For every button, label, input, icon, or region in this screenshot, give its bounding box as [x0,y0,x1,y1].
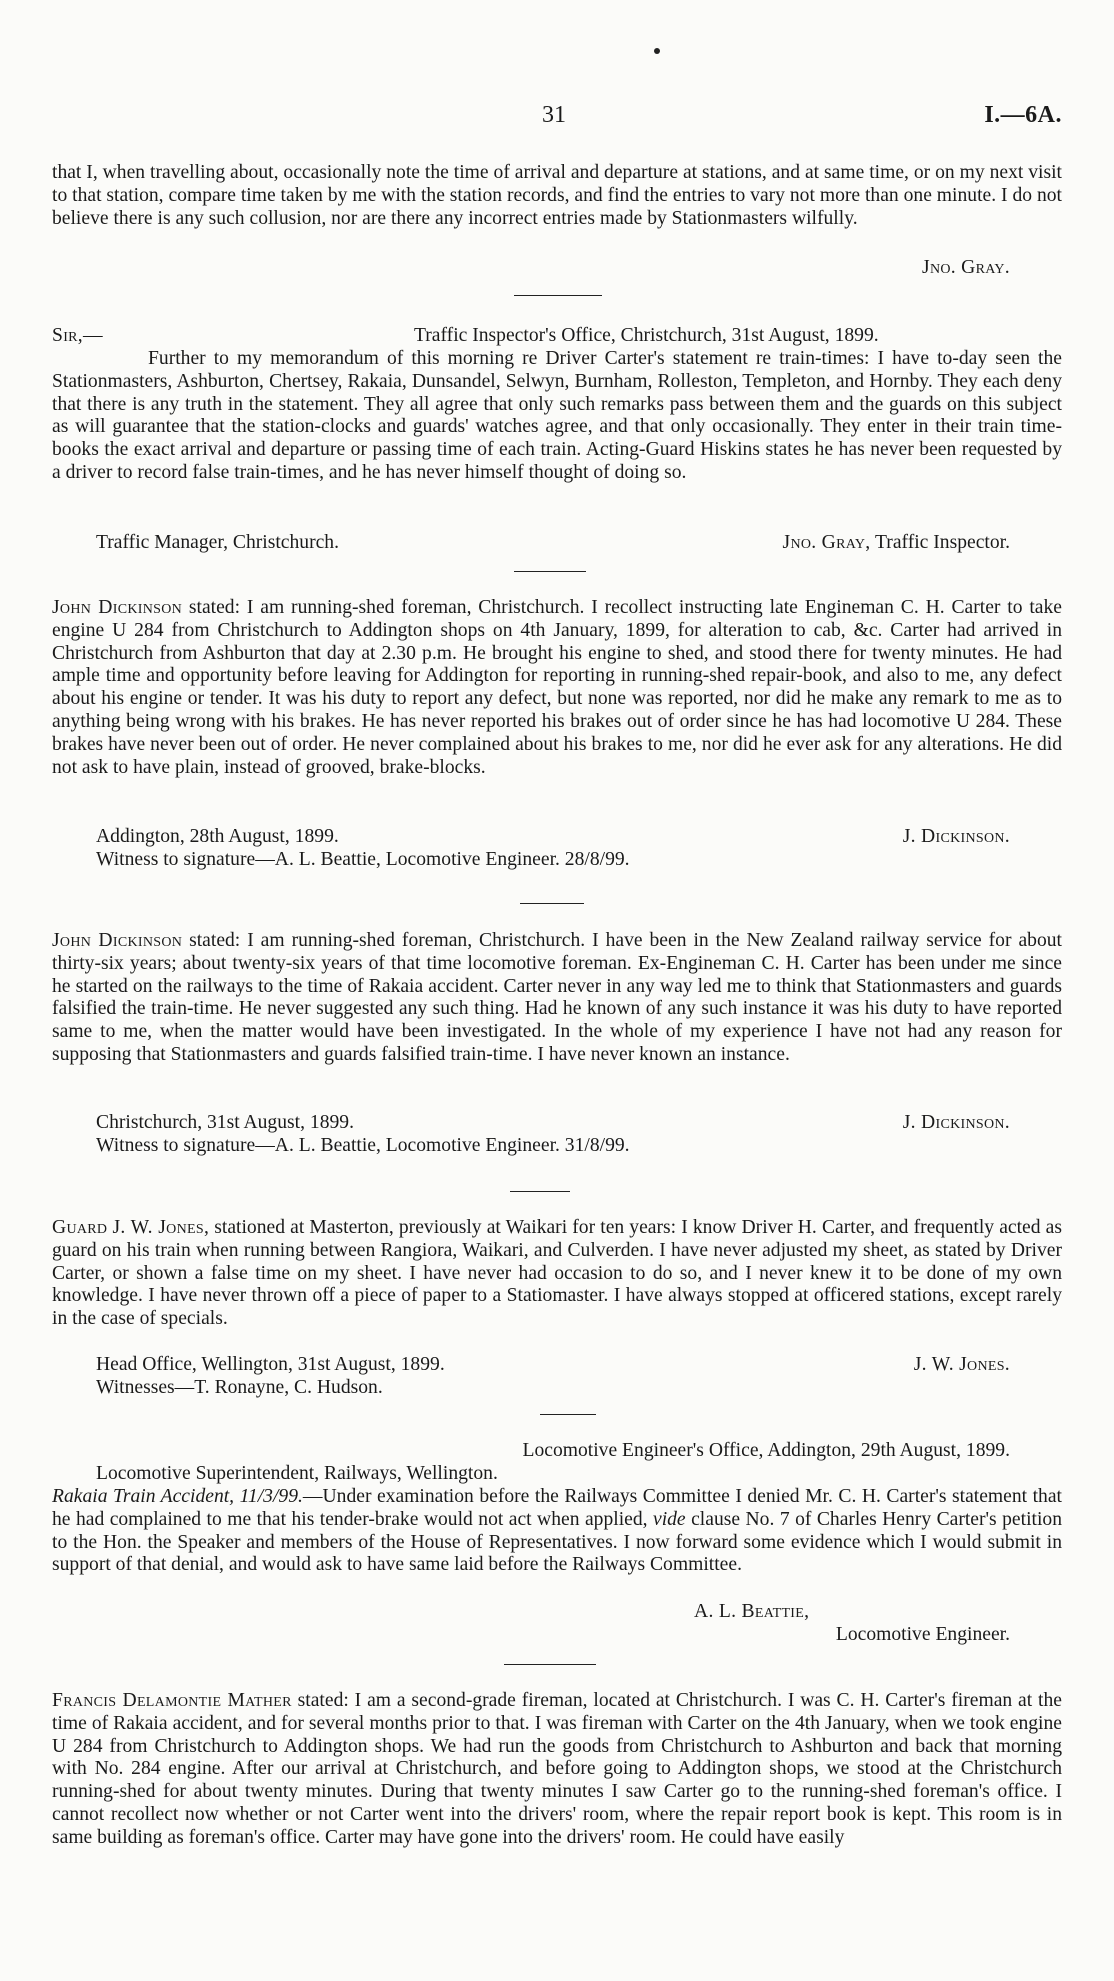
dateline-locomotive-engineer: Locomotive Engineer's Office, Addington, 29th August, 1899. [522,1440,1010,1461]
addressee-locomotive-superintendent: Locomotive Superintendent, Railways, Wellington. [96,1463,498,1484]
section-divider [510,1191,570,1192]
section-divider [540,1414,596,1415]
section-divider [520,903,584,904]
signature-dickinson-1: J. Dickinson. [902,826,1010,847]
salutation: Sir,— [52,325,103,346]
signature-beattie-title: Locomotive Engineer. [835,1624,1010,1645]
place-date-5: Head Office, Wellington, 31st August, 1899. [96,1354,445,1375]
signature-gray-2: Jno. Gray, Traffic Inspector. [782,532,1010,553]
signature-jones: J. W. Jones. [913,1354,1010,1375]
paragraph-1: that I, when travelling about, occasionally note the time of arrival and departure at stations, and at same time, or on my next visit to that station, compare time taken by me with the station records, and find the entries to vary not more than one minute. I do not believe there is any such collusion, nor are there any incorrect entries made by Stationmasters wilfully. [52,162,1062,229]
signature-dickinson-2: J. Dickinson. [902,1112,1010,1133]
subject-line: Rakaia Train Accident, 11/3/99. [52,1486,303,1507]
place-date-4: Christchurch, 31st August, 1899. [96,1112,354,1133]
dateline-traffic-inspector: Traffic Inspector's Office, Christchurch, 31st August, 1899. [414,325,879,346]
section-divider [514,571,586,572]
section-divider [504,1664,596,1665]
witness-3: Witness to signature—A. L. Beattie, Locomotive Engineer. 28/8/99. [96,849,630,870]
ink-dot [654,48,660,54]
signature-gray-1: Jno. Gray. [922,257,1010,278]
page-header [52,104,1062,132]
addressee-traffic-manager: Traffic Manager, Christchurch. [96,532,339,553]
paragraph-7: Francis Delamontie Mather stated: I am a second-grade fireman, located at Christchurch. I was C. H. Carter's fireman at the time of Rakaia accident, and for several months prior to that. I was fireman with Carter on the 4th January, when we took engine U 284 from Christchurch to Addington shops. We had run the goods from Christchurch to Ashburton and back that morning with No. 284 engine. After our arrival at Christchurch, and before going to Addington shops, we stood at the Christchurch running-shed for about twenty minutes. During that twenty minutes I saw Carter go to the running-shed foreman's office. I cannot recollect now whether or not Carter went into the drivers' room, where the repair report book is kept. This room is in same building as foreman's office. Carter may have gone into the drivers' room. He could have easily [52,1690,1062,1848]
paragraph-6: Rakaia Train Accident, 11/3/99.—Under examination before the Railways Committee I denied Mr. C. H. Carter's statement that he had complained to me that his tender-brake would not act when applied, vide clause No. 7 of Charles Henry Carter's petition to the Hon. the Speaker and members of the House of Representatives. I now forward some evidence which I would submit in support of that denial, and would ask to have same laid before the Railways Committee. [52,1486,1062,1576]
section-divider [514,295,602,296]
paragraph-2: Further to my memorandum of this morning re Driver Carter's statement re train-times: I have to-day seen the Stationmasters, Ashburton, Chertsey, Rakaia, Dunsandel, Selwyn, Burnham, Rolleston, Templeton, and Hornby. They each deny that there is any truth in the statement. They all agree that only such remarks pass between them and the guards on this subject as will guarantee that the station-clocks and guards' watches agree, and that only occasionally. They enter in their train time-books the exact arrival and departure or passing time of each train. Acting-Guard Hiskins states he has never been requested by a driver to record false train-times, and he has never himself thought of doing so. [52,348,1062,483]
paragraph-3: John Dickinson stated: I am running-shed foreman, Christchurch. I recollect instructing late Engineman C. H. Carter to take engine U 284 from Christchurch to Addington shops on 4th January, 1899, for alteration to cab, &c. Carter had arrived in Christchurch from Ashburton that day at 2.30 p.m. He brought his engine to shed, and stood there for twenty minutes. He had ample time and opportunity before leaving for Addington for reporting in running-shed repair-book, and also to me, any defect about his engine or tender. It was his duty to report any defect, but none was reported, nor did he make any remark to me as to anything being wrong with his brakes. He has never reported his brakes out of order since he has had locomotive U 284. These brakes have never been out of order. He never complained about his brakes to me, nor did he ever ask for any alterations. He did not ask to have plain, instead of grooved, brake-blocks. [52,597,1062,778]
witness-4: Witness to signature—A. L. Beattie, Locomotive Engineer. 31/8/99. [96,1135,630,1156]
signature-beattie-name: A. L. Beattie, [694,1601,810,1622]
page-number: 31 [542,102,566,128]
witnesses-5: Witnesses—T. Ronayne, C. Hudson. [96,1377,383,1398]
place-date-3: Addington, 28th August, 1899. [96,826,339,847]
paragraph-5: Guard J. W. Jones, stationed at Masterton, previously at Waikari for ten years: I know Driver H. Carter, and frequently acted as guard on his train when running between Rangiora, Waikari, and Culverden. I have never adjusted my sheet, as stated by Driver Carter, or shown a false time on my sheet. I have never had occasion to do so, and I never knew it to be done of my own knowledge. I have never thrown off a piece of paper to a Statiomaster. I have always stopped at officered stations, except rarely in the case of specials. [52,1217,1062,1330]
paragraph-4: John Dickinson stated: I am running-shed foreman, Christchurch. I have been in the New Zealand railway service for about thirty-six years; about twenty-six years of that time locomotive foreman. Ex-Engineman C. H. Carter has been under me since he started on the railways to the time of Rakaia accident. Carter never in any way led me to think that Stationmasters and guards falsified the train-time. He never suggested any such thing. Had he known of any such instance it was his duty to have reported same to me, when the matter would have been investigated. In the whole of my experience I have not had any reason for supposing that Stationmasters and guards falsified train-time. I have never known an instance. [52,930,1062,1065]
document-reference: I.—6A. [984,102,1062,128]
